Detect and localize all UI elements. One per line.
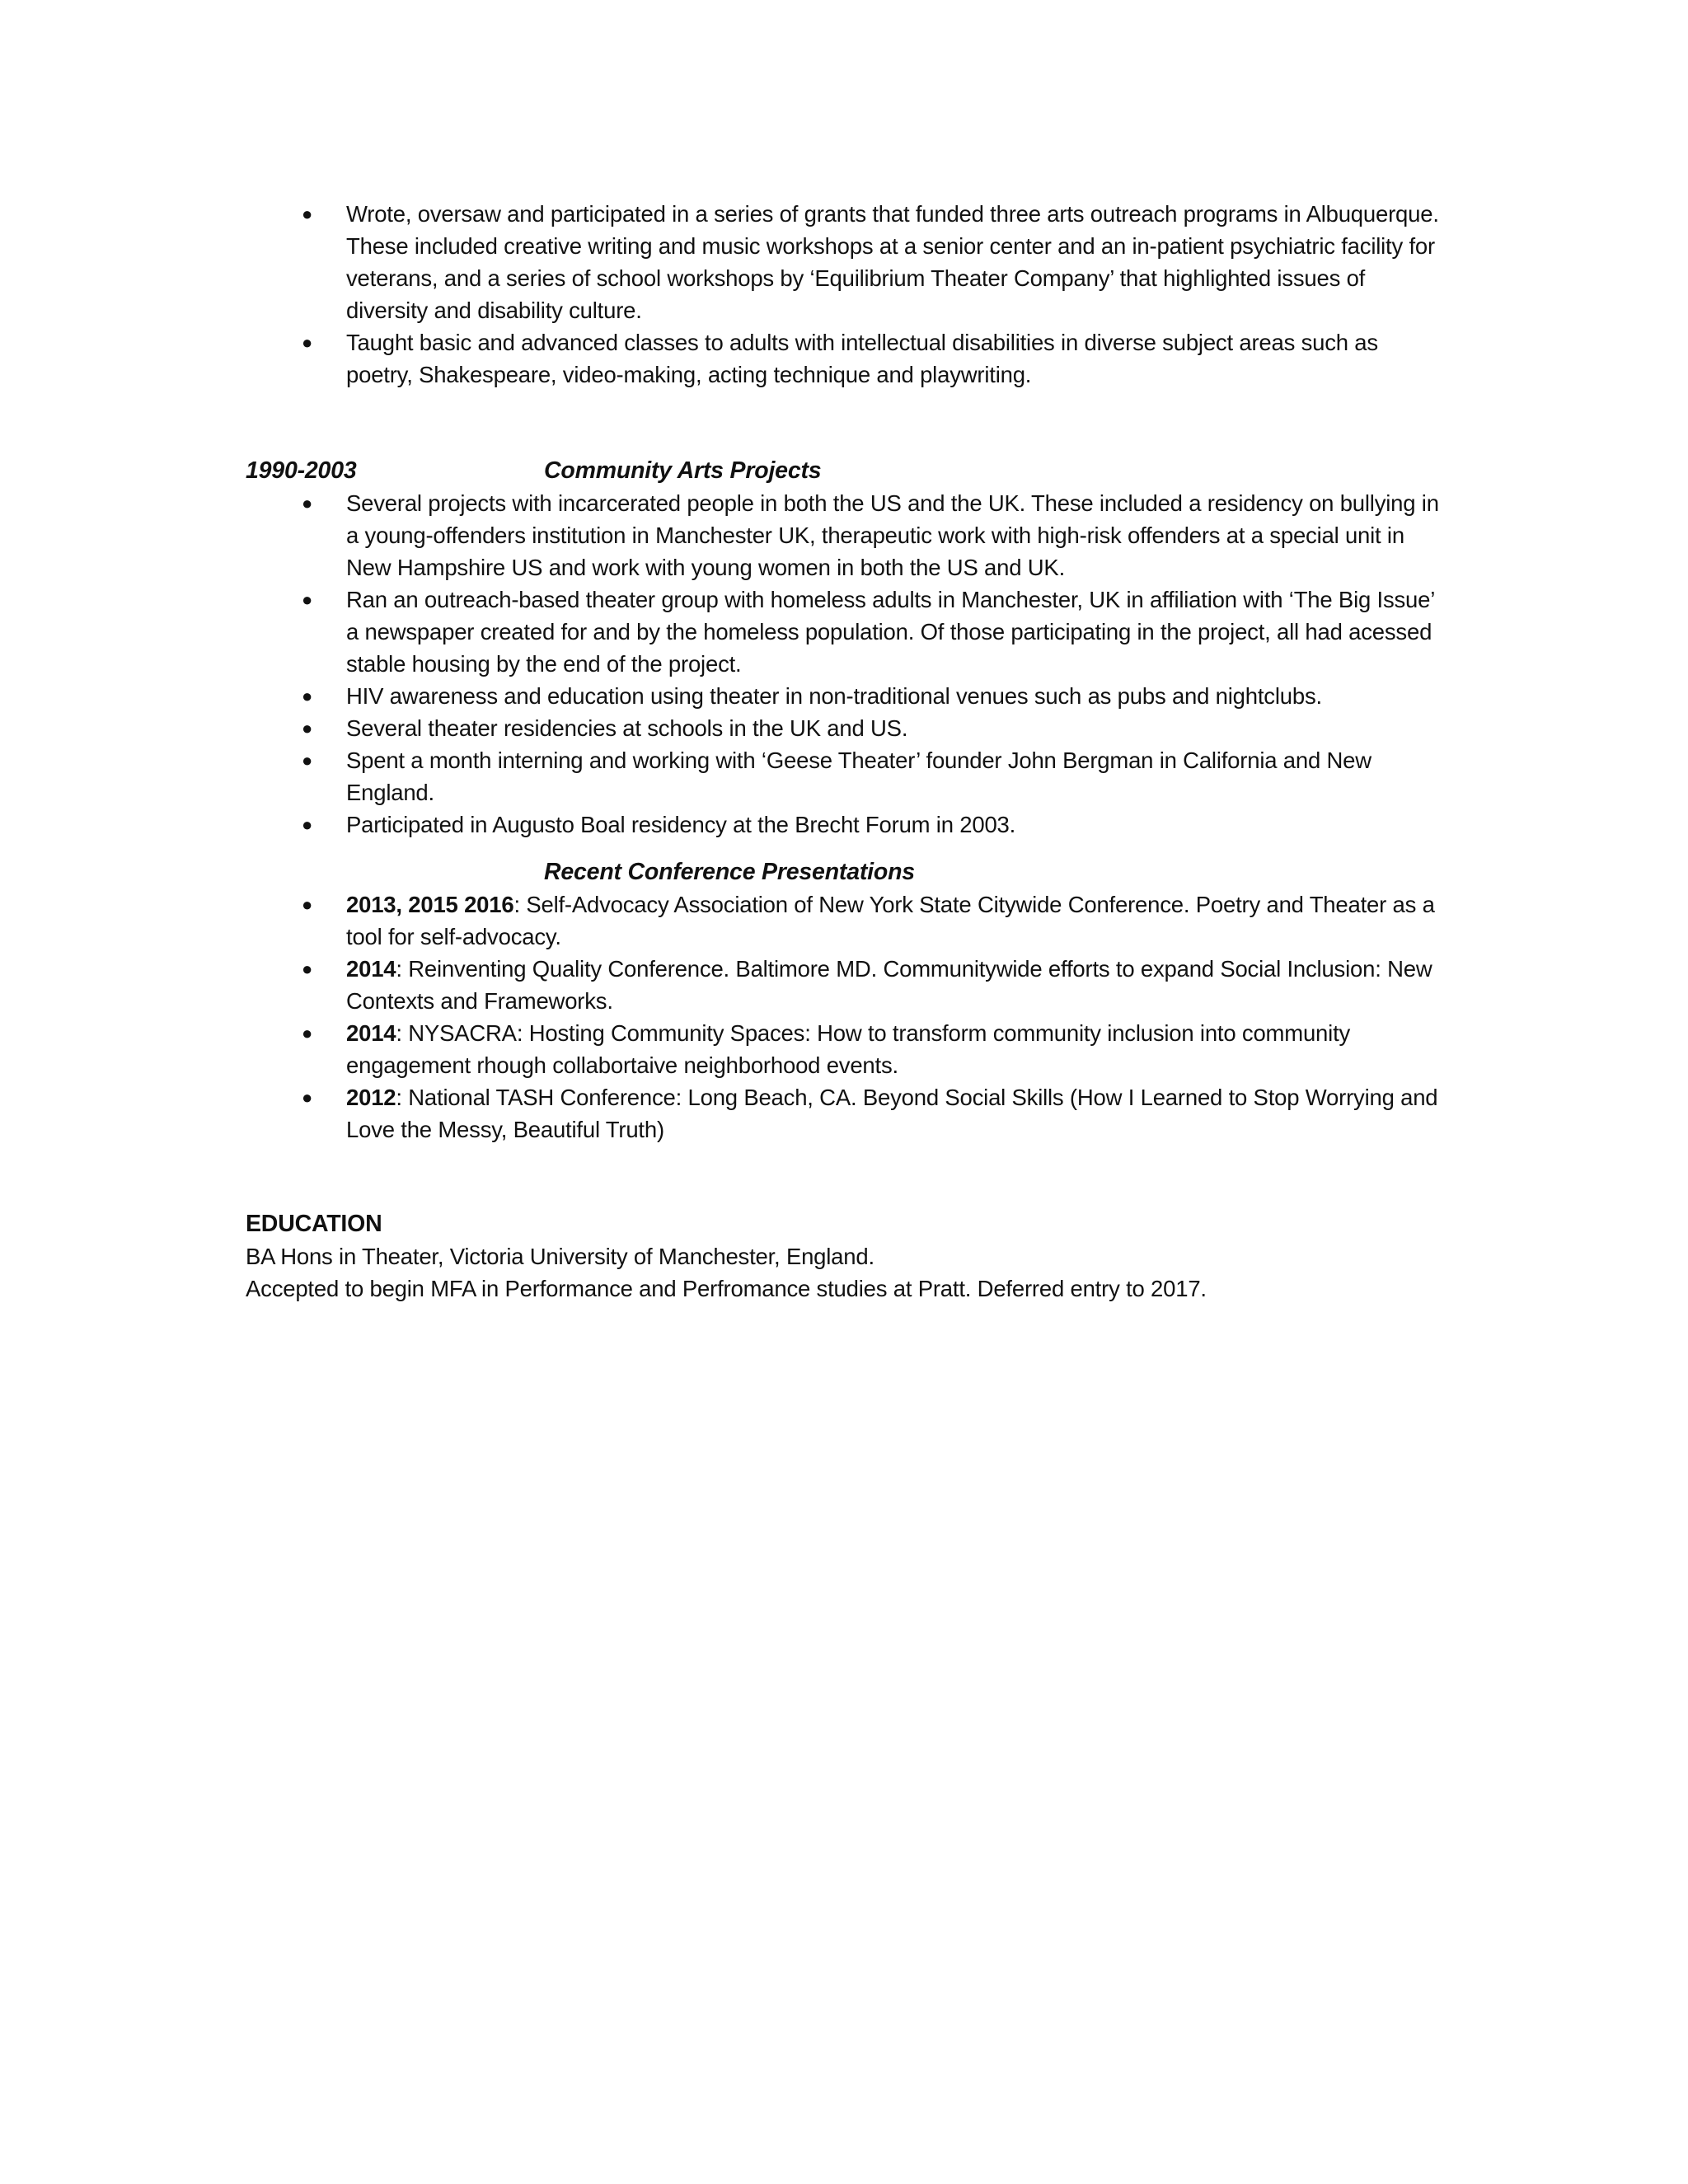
bullet-icon: ●	[302, 814, 313, 835]
list-item-text: Spent a month interning and working with ‘Geese Theater’ founder John Bergman in California and New England.	[346, 748, 1372, 805]
list-item-text: Ran an outreach-based theater group with homeless adults in Manchester, UK in affiliation with ‘The Big Issue’ a newspaper created for and by the homeless population. Of those participating in the project, all had acessed stable housing by the end of the project.	[346, 587, 1435, 677]
list-item	[246, 888, 1449, 953]
conference-text: : Self-Advocacy Association of New York State Citywide Conference. Poetry and Theater as a tool for self-advocacy.	[346, 892, 1435, 949]
list-item-text: Participated in Augusto Boal residency at the Brecht Forum in 2003.	[346, 812, 1016, 837]
bullet-icon: ●	[302, 894, 313, 915]
conference-year: 2014	[346, 956, 396, 982]
list-item-text: Taught basic and advanced classes to adults with intellectual disabilities in diverse subject areas such as poetry, Shakespeare, video-making, acting technique and playwriting.	[346, 330, 1378, 387]
education-heading: EDUCATION	[246, 1211, 382, 1237]
list-item	[246, 712, 1449, 744]
conference-text: : Reinventing Quality Conference. Baltimore MD. Communitywide efforts to expand Social Inclusion: New Contexts and Frameworks.	[346, 956, 1432, 1014]
list-item	[246, 744, 1449, 808]
list-item	[246, 1017, 1449, 1081]
conference-text: : NYSACRA: Hosting Community Spaces: How to transform community inclusion into community engagement rhough collabortaive neighborhood events.	[346, 1020, 1351, 1078]
list-item	[246, 680, 1449, 712]
list-item	[246, 953, 1449, 1017]
bullet-icon: ●	[302, 1087, 313, 1108]
list-item-text: Several projects with incarcerated people in both the US and the UK. These included a residency on bullying in a young-offenders institution in Manchester UK, therapeutic work with high-risk offenders at a special unit in New Hampshire US and work with young women in both the US and UK.	[346, 490, 1439, 580]
community-arts-heading	[246, 455, 1449, 487]
community-arts-bullet-list	[246, 487, 1449, 841]
community-arts-title: Community Arts Projects	[544, 457, 822, 484]
bullet-icon: ●	[302, 958, 313, 979]
bullet-icon: ●	[302, 204, 313, 224]
conference-text: : National TASH Conference: Long Beach, CA. Beyond Social Skills (How I Learned to Stop Worrying and Love the Messy, Beautiful Truth)	[346, 1085, 1438, 1142]
list-item-text: Several theater residencies at schools in the UK and US.	[346, 715, 908, 741]
resume-content	[246, 198, 1449, 1305]
bullet-icon: ●	[302, 1023, 313, 1043]
bullet-icon: ●	[302, 332, 313, 353]
intro-bullet-list	[246, 198, 1449, 391]
conferences-title: Recent Conference Presentations	[544, 859, 915, 885]
bullet-icon: ●	[302, 718, 313, 738]
bullet-icon: ●	[302, 750, 313, 771]
education-line: Accepted to begin MFA in Performance and Perfromance studies at Pratt. Deferred entry to 2017.	[246, 1276, 1207, 1301]
list-item	[246, 487, 1449, 583]
list-item-text: Wrote, oversaw and participated in a series of grants that funded three arts outreach programs in Albuquerque. These included creative writing and music workshops at a senior center and an in-patient psychiatric facility for veterans, and a series of school workshops by ‘Equilibrium Theater Company’ that highlighted issues of diversity and disability culture.	[346, 201, 1439, 323]
conferences-bullet-list	[246, 888, 1449, 1146]
list-item-text: HIV awareness and education using theater in non-traditional venues such as pubs and nightclubs.	[346, 683, 1322, 709]
conference-year: 2014	[346, 1020, 396, 1046]
conference-year: 2012	[346, 1085, 396, 1110]
list-item	[246, 198, 1449, 326]
bullet-icon: ●	[302, 589, 313, 610]
bullet-icon: ●	[302, 686, 313, 706]
conference-year: 2013, 2015 2016	[346, 892, 514, 917]
list-item	[246, 1081, 1449, 1146]
list-item	[246, 808, 1449, 841]
list-item	[246, 326, 1449, 391]
list-item	[246, 583, 1449, 680]
community-arts-period: 1990-2003	[246, 457, 357, 484]
conferences-heading	[246, 856, 1449, 888]
education-line: BA Hons in Theater, Victoria University of Manchester, England.	[246, 1244, 874, 1269]
bullet-icon: ●	[302, 493, 313, 513]
